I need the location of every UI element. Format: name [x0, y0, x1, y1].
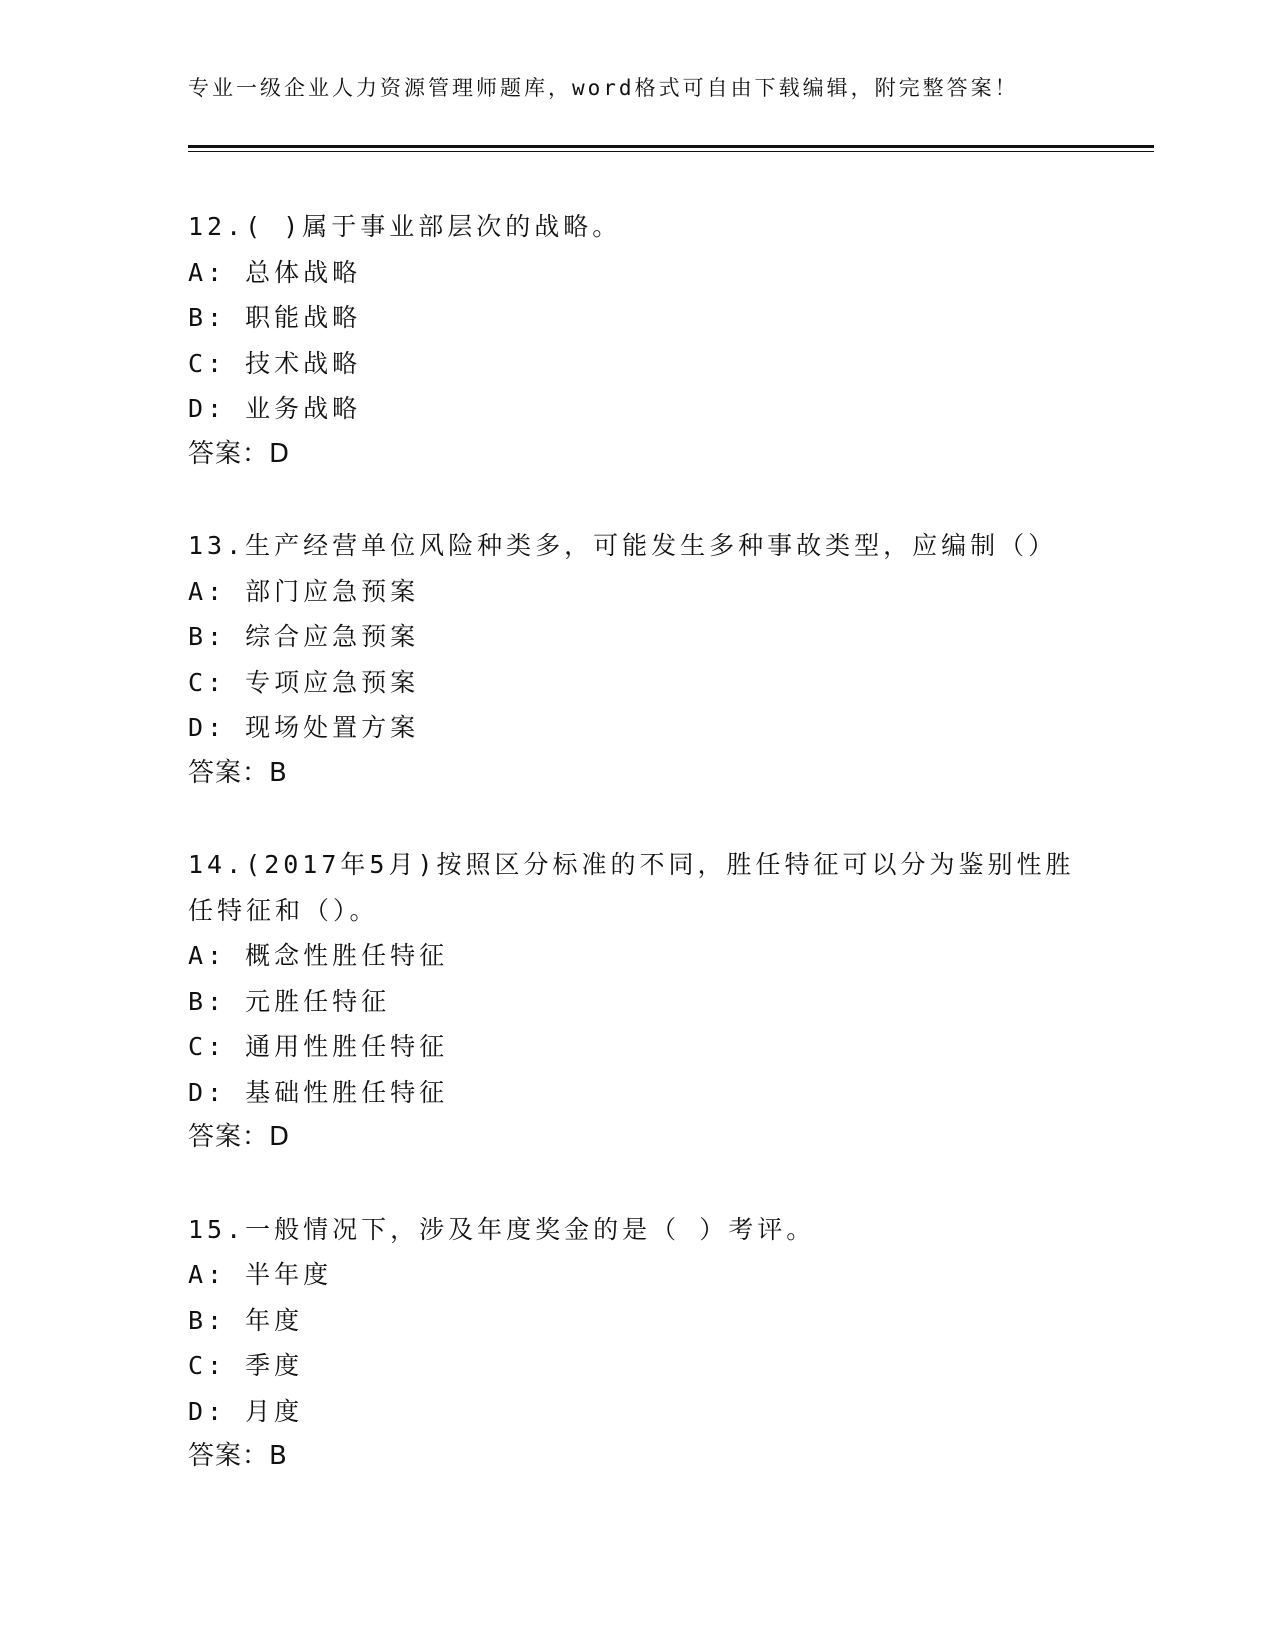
option-c: C: 通用性胜任特征: [188, 1032, 449, 1061]
option-d: D: 现场处置方案: [188, 713, 420, 742]
question-stem: 14.(2017年5月)按照区分标准的不同，胜任特征可以分为鉴别性胜任特征和（）。: [188, 850, 1075, 925]
option-b: B: 职能战略: [188, 303, 362, 332]
question-15: [188, 1207, 1088, 1480]
answer: 答案：B: [188, 1441, 288, 1471]
answer: 答案：D: [188, 438, 291, 469]
option-a: A: 半年度: [188, 1260, 333, 1289]
option-b: B: 综合应急预案: [188, 622, 420, 651]
document-header: 专业一级企业人力资源管理师题库，word格式可自由下载编辑，附完整答案！: [188, 76, 1019, 100]
option-c: C: 技术战略: [188, 348, 362, 378]
option-b: B: 元胜任特征: [188, 986, 391, 1016]
option-a: A: 部门应急预案: [188, 576, 420, 606]
question-14: [188, 842, 1088, 1161]
answer: 答案：B: [188, 757, 288, 788]
header-rule-thin: [188, 151, 1154, 152]
option-d: D: 业务战略: [188, 394, 362, 423]
option-c: C: 专项应急预案: [188, 667, 420, 697]
question-13: [188, 523, 1088, 796]
option-d: D: 月度: [188, 1396, 304, 1426]
question-stem: 15.一般情况下，涉及年度奖金的是（ ）考评。: [188, 1214, 816, 1244]
option-d: D: 基础性胜任特征: [188, 1077, 449, 1107]
question-stem: 12.( )属于事业部层次的战略。: [188, 212, 622, 241]
answer: 答案：D: [188, 1122, 291, 1152]
option-c: C: 季度: [188, 1351, 304, 1380]
question-12: [188, 204, 1088, 477]
header-rule-thick: [188, 145, 1154, 148]
option-a: A: 概念性胜任特征: [188, 941, 449, 970]
option-b: B: 年度: [188, 1305, 304, 1335]
question-list: [188, 204, 1088, 1526]
option-a: A: 总体战略: [188, 257, 362, 287]
question-stem: 13.生产经营单位风险种类多，可能发生多种事故类型，应编制（）: [188, 531, 1058, 560]
